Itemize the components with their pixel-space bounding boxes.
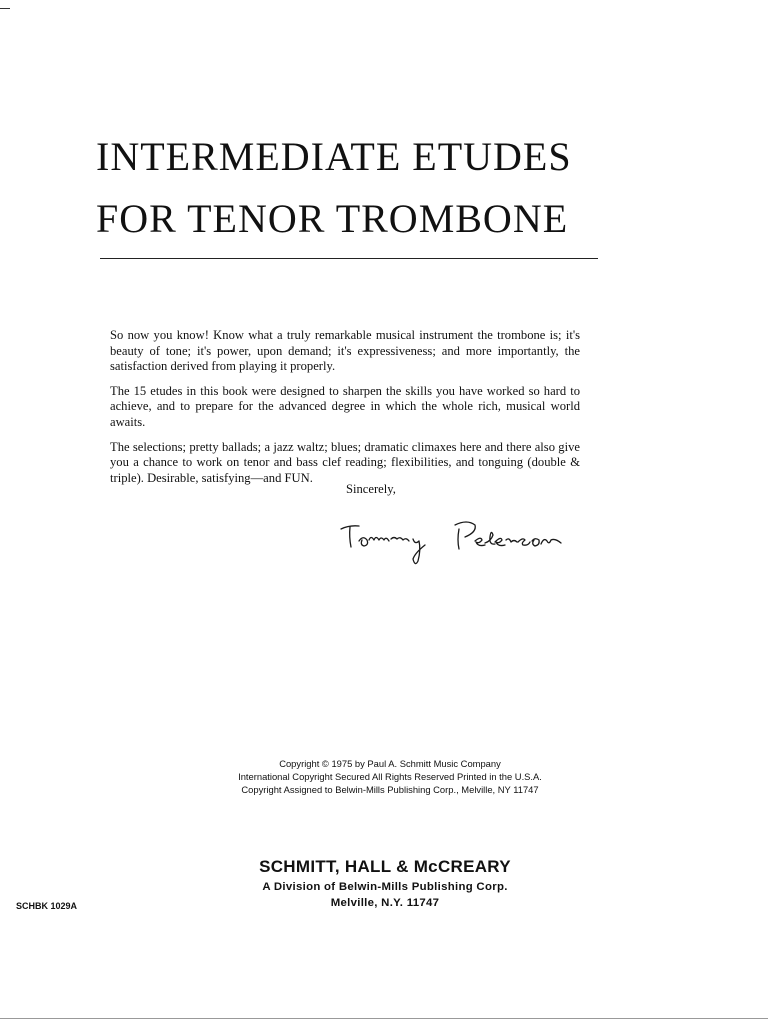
publisher-division: A Division of Belwin-Mills Publishing Corp. [262, 881, 508, 893]
signature [335, 515, 595, 577]
corner-mark [0, 8, 10, 9]
copyright-notice [180, 758, 600, 796]
intro-paragraph-2: The 15 etudes in this book were designed to sharpen the skills you have worked so hard to achieve, and to prepare for the advanced degree in which the whole rich, musical world awaits. [110, 383, 580, 429]
intro-paragraph-3: The selections; pretty ballads; a jazz waltz; blues; dramatic climaxes here and there also give you a chance to work on tenor and bass clef reading; flexibilities, and tonguing (double & triple). Desirable, satisfying—and FUN. [110, 439, 580, 485]
copyright-line-1: Copyright © 1975 by Paul A. Schmitt Music Company [279, 758, 501, 769]
bottom-rule [0, 1018, 768, 1019]
copyright-line-2: International Copyright Secured All Rights Reserved Printed in the U.S.A. [238, 770, 542, 782]
publisher-location: Melville, N.Y. 11747 [330, 897, 440, 909]
copyright-line-3: Copyright Assigned to Belwin-Mills Publishing Corp., Melville, NY 11747 [241, 783, 539, 795]
title-line-1: INTERMEDIATE ETUDES [96, 134, 572, 179]
intro-paragraph-1: So now you know! Know what a truly remarkable musical instrument the trombone is; it's beauty of tone; it's power, upon demand; it's expressiveness; and more importantly, the satisfaction derived from playing it properly. [110, 328, 580, 374]
publisher-name: SCHMITT, HALL & McCREARY [259, 857, 511, 876]
title-line-2: FOR TENOR TROMBONE [96, 196, 569, 241]
intro-text [110, 328, 580, 495]
closing: Sincerely, [346, 482, 396, 496]
catalog-number: SCHBK 1029A [16, 901, 78, 911]
publisher-block [230, 855, 540, 911]
title-rule [100, 258, 598, 259]
